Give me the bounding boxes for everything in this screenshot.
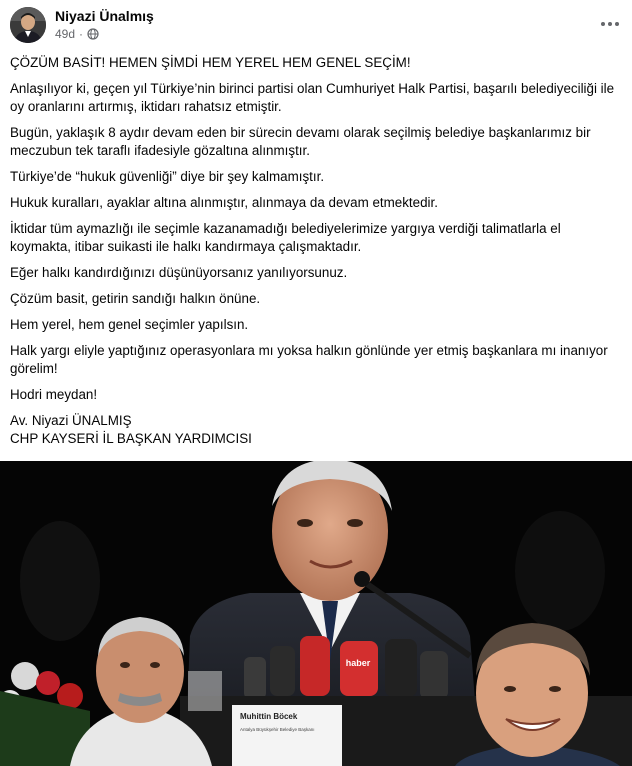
post-paragraph: ÇÖZÜM BASİT! HEMEN ŞİMDİ HEM YEREL HEM GENEL SEÇİM!	[10, 55, 411, 70]
post-body	[10, 54, 622, 448]
more-options-button[interactable]	[598, 12, 622, 36]
post-author[interactable]: Niyazi Ünalmış	[55, 8, 154, 24]
meta-separator: ·	[79, 27, 84, 41]
post-paragraph: Halk yargı eliyle yaptığınız operasyonlara mı yoksa halkın gönlünde yer etmiş başkanlara mı inanıyor görelim!	[10, 343, 608, 376]
signature-title: CHP KAYSERİ İL BAŞKAN YARDIMCISI	[10, 431, 252, 446]
post-paragraph: Hukuk kuralları, ayaklar altına alınmıştır, alınmaya da devam etmektedir.	[10, 195, 438, 210]
nameplate-title: Antalya Büyükşehir Belediye Başkanı	[240, 727, 315, 732]
post-paragraph: Anlaşılıyor ki, geçen yıl Türkiye’nin birinci partisi olan Cumhuriyet Halk Partisi, başarılı belediyeciliği ile oy oranlarını artırmış, iktidarı rahatsız etmiştir.	[10, 81, 615, 114]
avatar[interactable]	[10, 7, 46, 43]
post-header	[0, 0, 632, 48]
post-paragraph: Çözüm basit, getirin sandığı halkın önüne.	[10, 291, 261, 306]
post-paragraph: Bugün, yaklaşık 8 aydır devam eden bir sürecin devamı olarak seçilmiş belediye başkanlarımız bir meczubun tek taraflı ifadesiyle gözaltına alınmıştır.	[10, 125, 591, 158]
post-meta	[55, 27, 99, 41]
mic-label: haber	[345, 658, 371, 668]
more-options-icon	[600, 21, 620, 27]
post-paragraph: İktidar tüm aymazlığı ile seçimle kazanamadığı belediyelerimize yargıya verdiği talimatlarla el koymakta, itibar suikasti ile halkı kandırmaya çalışmaktadır.	[10, 221, 561, 254]
post-paragraph: Türkiye’de “hukuk güvenliği” diye bir şey kalmamıştır.	[10, 169, 325, 184]
post-photo[interactable]	[0, 461, 632, 766]
nameplate-name: Muhittin Böcek	[240, 712, 298, 721]
post-paragraph: Hodri meydan!	[10, 387, 98, 402]
post-paragraph: Eğer halkı kandırdığınızı düşünüyorsanız yanılıyorsunuz.	[10, 265, 348, 280]
signature-name: Av. Niyazi ÜNALMIŞ	[10, 413, 132, 428]
post-age[interactable]: 49d	[55, 27, 76, 41]
globe-icon[interactable]	[87, 28, 99, 40]
post-paragraph: Hem yerel, hem genel seçimler yapılsın.	[10, 317, 249, 332]
